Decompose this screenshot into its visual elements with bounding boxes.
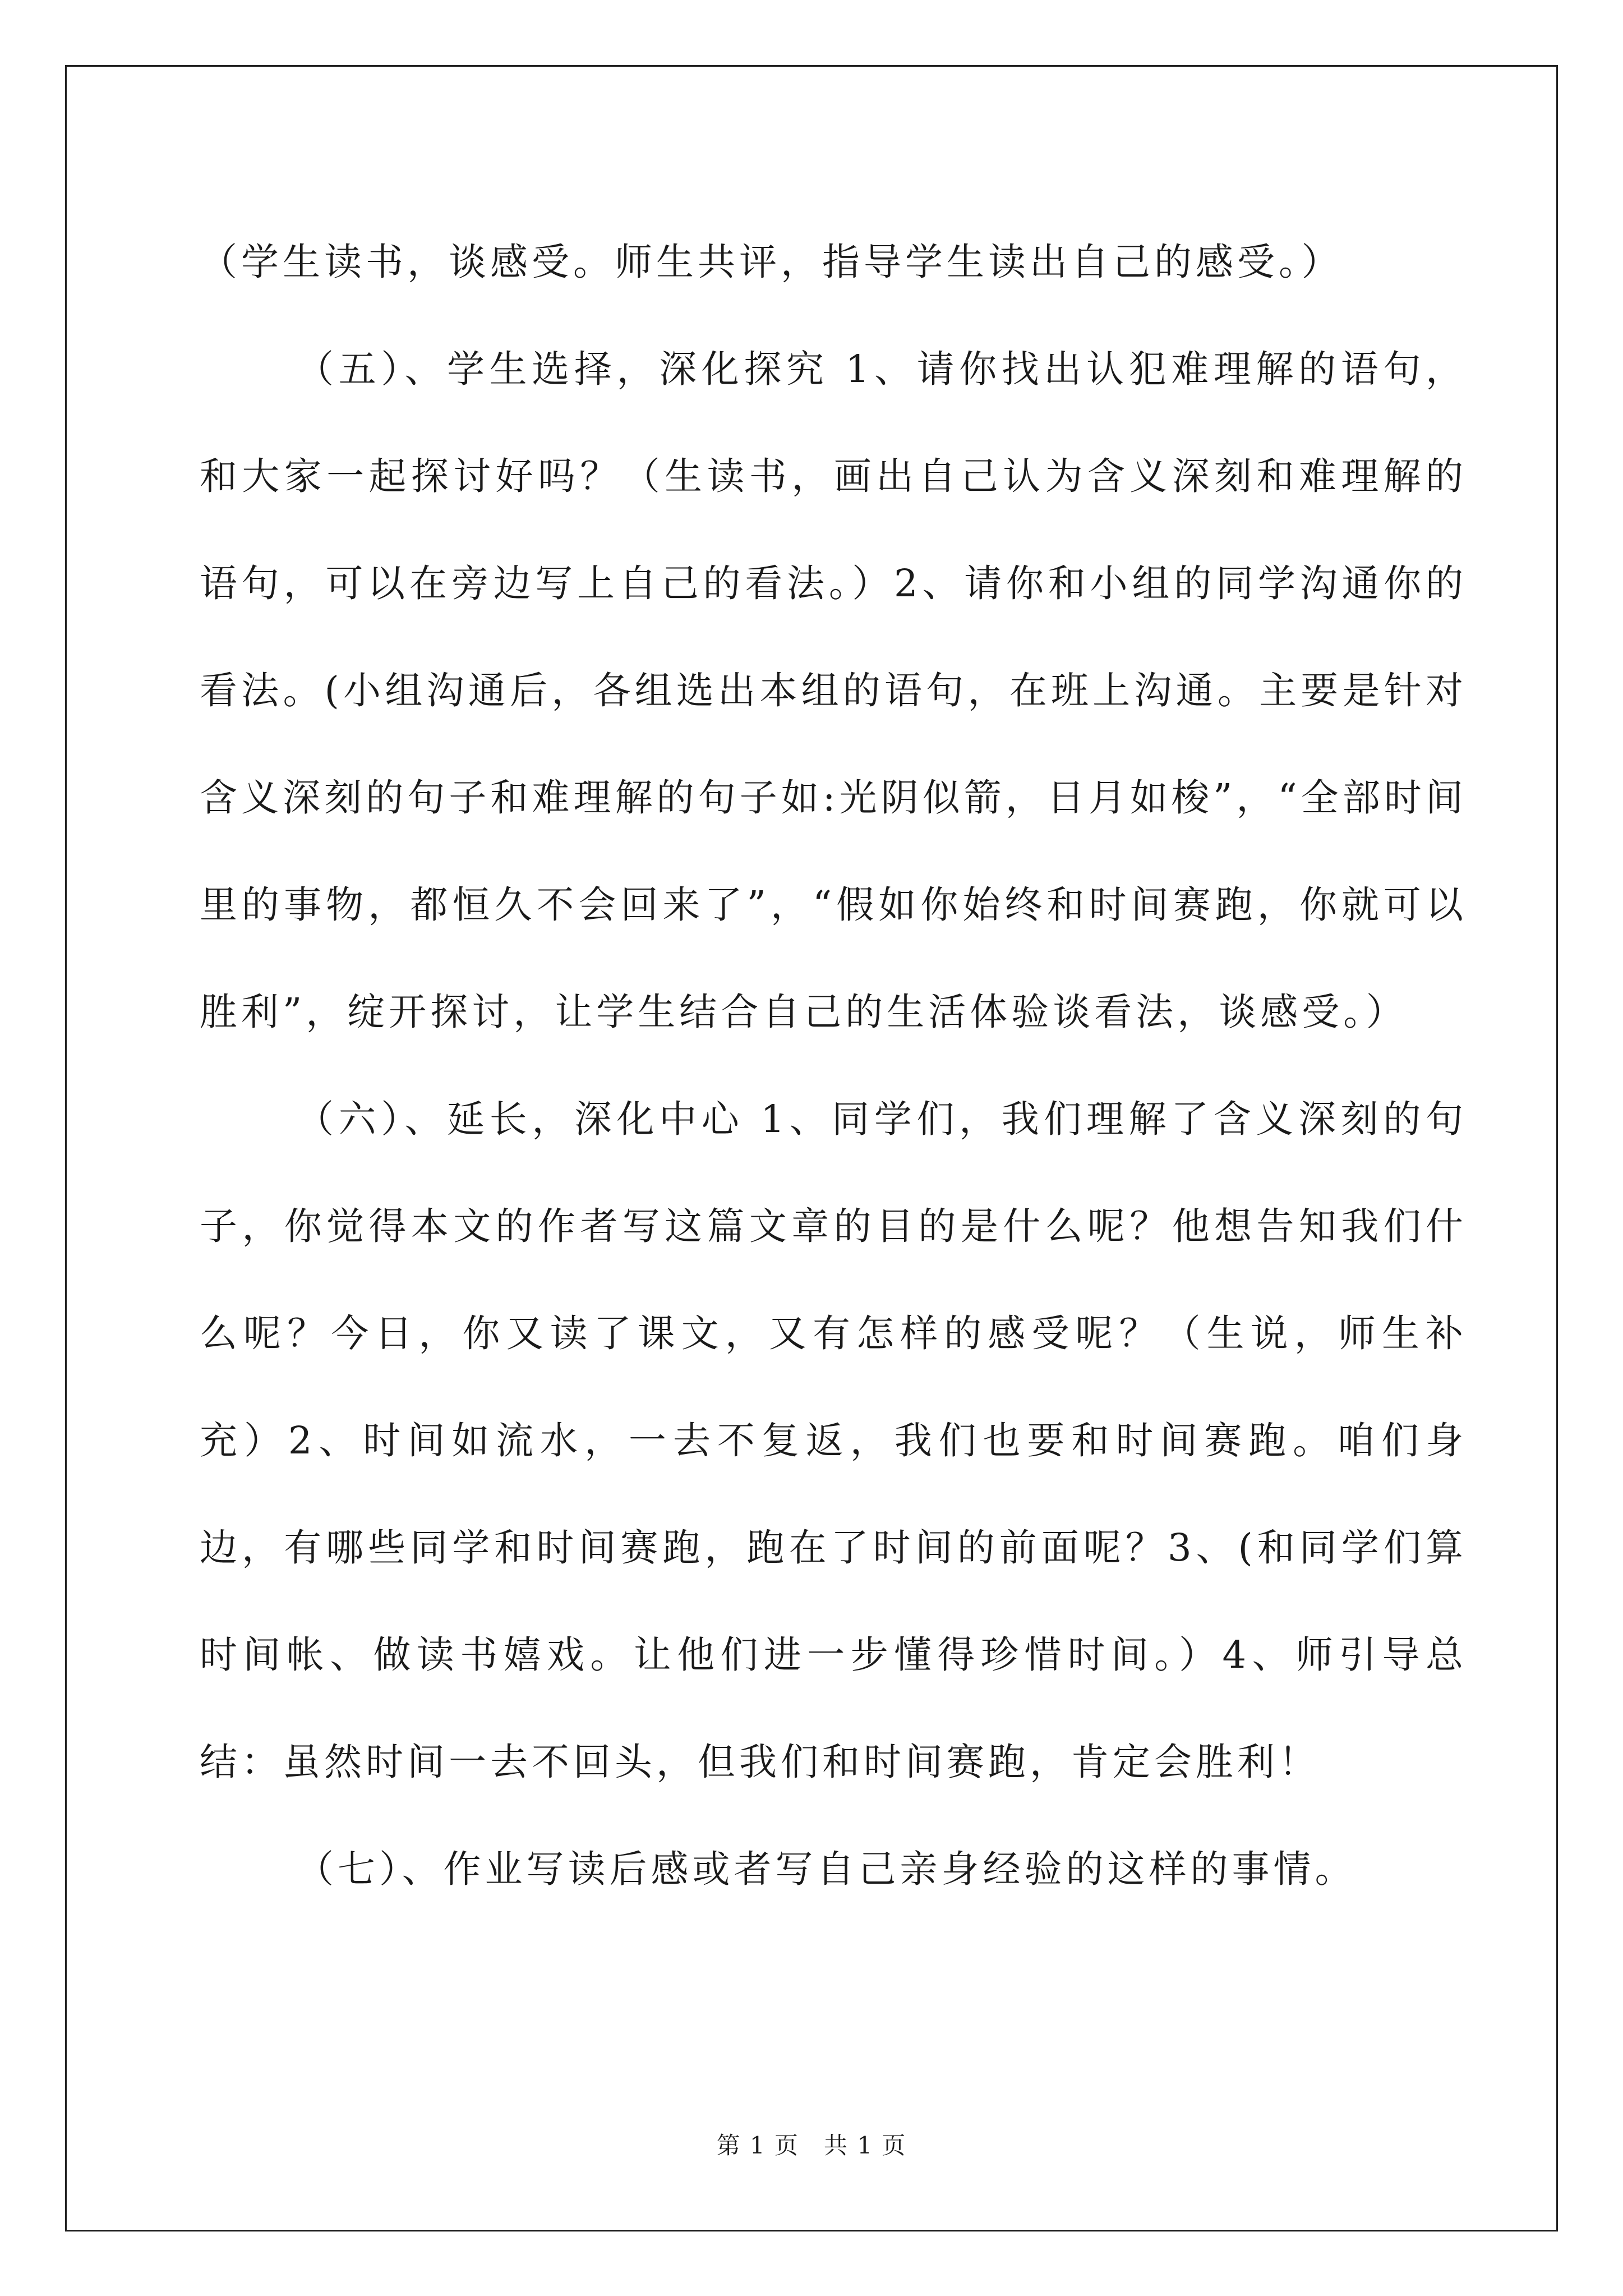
page-footer: [0, 2127, 1623, 2161]
paragraph-3: （六）、延长，深化中心 1、同学们，我们理解了含义深刻的句子，你觉得本文的作者写这篇文章的目的是什么呢？他想告知我们什么呢？今日，你又读了课文，又有怎样的感受呢？（生说，师生补充）2、时间如流水，一去不复返，我们也要和时间赛跑。咱们身边，有哪些同学和时间赛跑，跑在了时间的前面呢？3、(和同学们算时间帐、做读书嬉戏。让他们进一步懂得珍惜时间。）4、师引导总结：虽然时间一去不回头，但我们和时间赛跑，肯定会胜利！: [200, 1097, 1467, 1784]
paragraph-2: （五）、学生选择，深化探究 1、请你找出认犯难理解的语句，和大家一起探讨好吗？（生读书，画出自己认为含义深刻和难理解的语句，可以在旁边写上自己的看法。）2、请你和小组的同学沟通你的看法。(小组沟通后，各组选出本组的语句，在班上沟通。主要是针对含义深刻的句子和难理解的句子如:光阴似箭，日月如梭”，“全部时间里的事物，都恒久不会回来了”，“假如你始终和时间赛跑，你就可以胜利”，绽开探讨，让学生结合自己的生活体验谈看法，谈感受。）: [200, 347, 1467, 1034]
page-number-total: 共 1 页: [824, 2132, 907, 2159]
document-body: [200, 209, 1467, 1923]
paragraph-4: （七）、作业写读后感或者写自己亲身经验的这样的事情。: [296, 1847, 1357, 1891]
paragraph-1: （学生读书，谈感受。师生共评，指导学生读出自己的感受。）: [200, 240, 1343, 284]
page-number-current: 第 1 页: [716, 2132, 799, 2159]
